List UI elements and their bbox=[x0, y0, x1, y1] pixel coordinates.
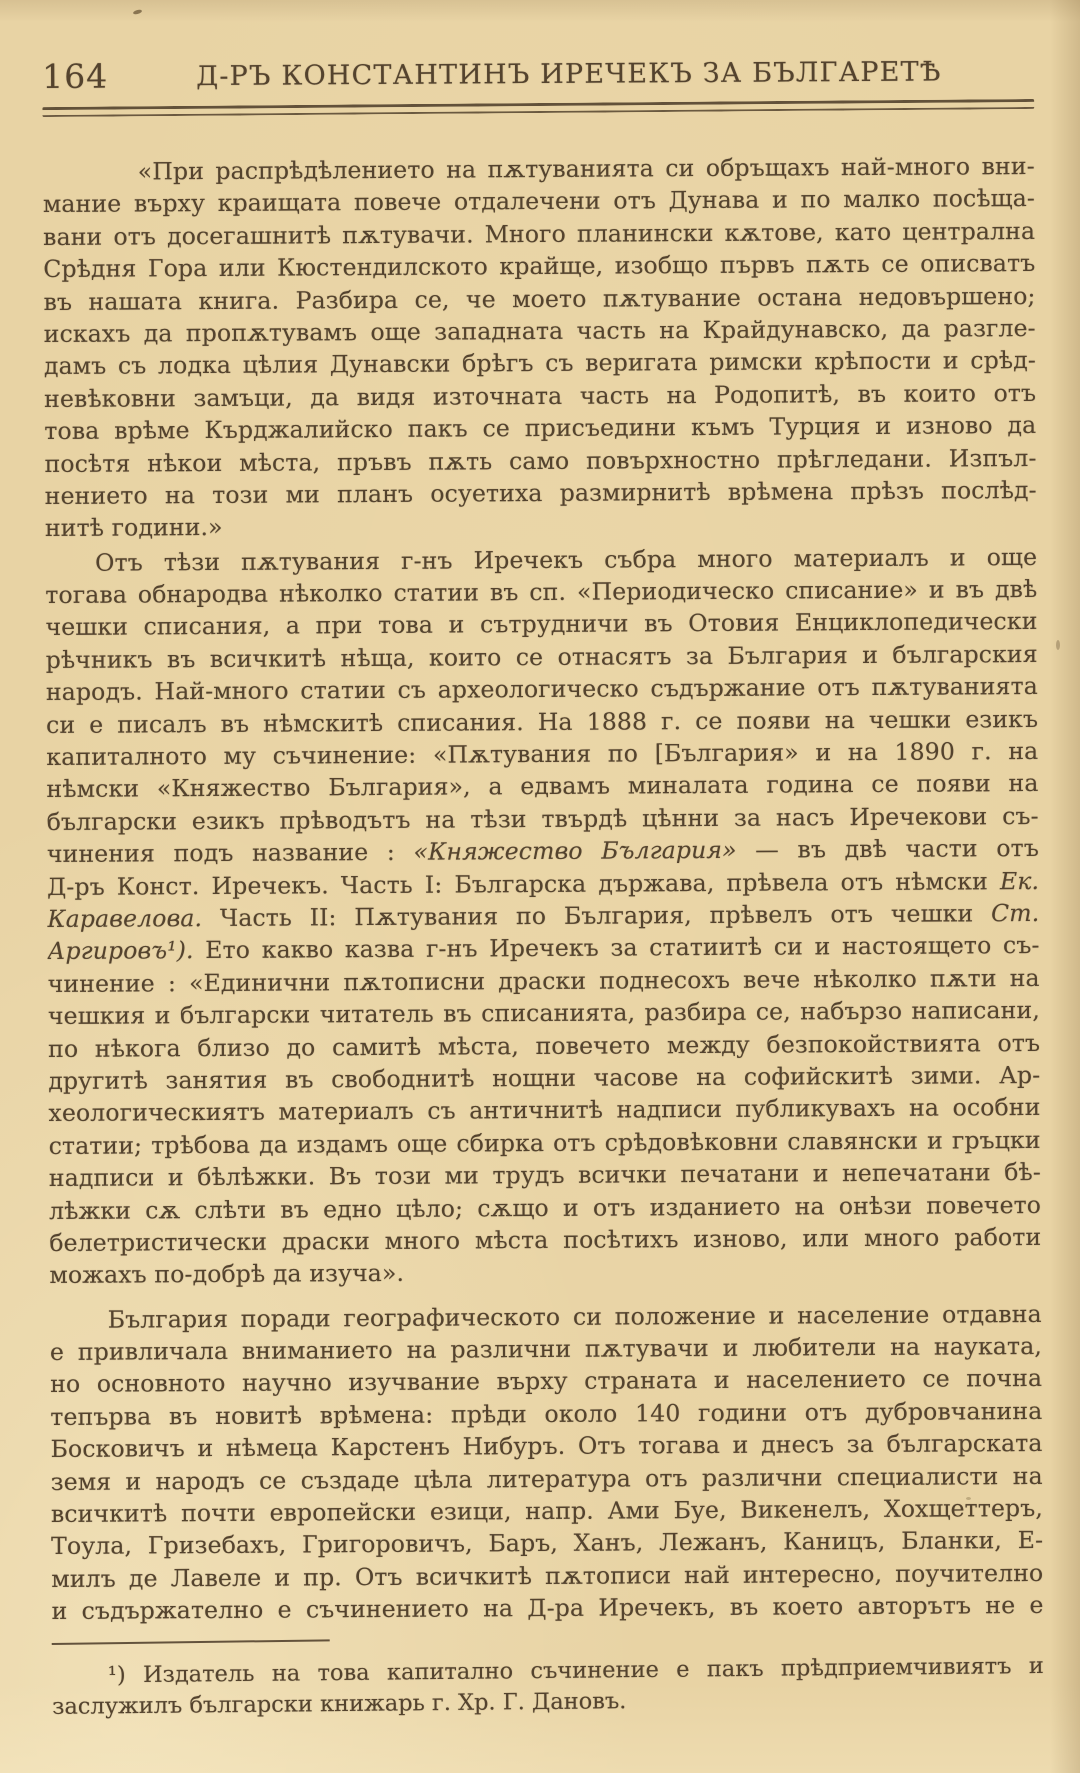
text-line bbox=[49, 1253, 1041, 1291]
text-run: български езикъ прѣводътъ на тѣзи твърдѣ цѣнни за насъ Иречекови съ- bbox=[46, 801, 1039, 836]
text-line bbox=[44, 409, 1036, 447]
footnote bbox=[52, 1651, 1045, 1723]
text-run: искахъ да пропѫтувамъ още западната часть на Крайдунавско, да разгле- bbox=[43, 313, 1036, 348]
footnote-rule bbox=[52, 1639, 330, 1645]
text-run: нѣмски «Княжество България», а едвамъ миналата година се появи на bbox=[46, 769, 1039, 804]
text-run: но основното научно изучвание върху страната и населението се почна bbox=[50, 1364, 1043, 1399]
text-run: хеологическиятъ материалъ съ античнитѣ надписи публикувахъ на особни bbox=[48, 1093, 1041, 1128]
text-run: капиталното му съчинение: «Пѫтувания по [България» и на 1890 г. на bbox=[46, 736, 1039, 772]
text-run: милъ де Лавеле и пр. Отъ всичкитѣ пѫтописи най интересно, поучително bbox=[51, 1558, 1044, 1593]
text-run: Часть II: Пѫтувания по България, прѣвелъ отъ чешки bbox=[202, 899, 992, 933]
text-run: вани отъ досегашнитѣ пѫтувачи. Много планински кѫтове, като централна bbox=[43, 216, 1036, 251]
text-run: невѣковни замъци, да видя източната часть на Родопитѣ, въ които отъ bbox=[44, 378, 1037, 413]
text-run: «При распрѣдѣлението на пѫтуванията си обръщахъ най-много вни- bbox=[137, 151, 1035, 186]
text-run: народъ. Най-много статии съ археологическо съдържание отъ пѫтуванията bbox=[45, 672, 1038, 707]
text-run: можахъ по-добрѣ да изуча». bbox=[49, 1259, 405, 1290]
text-line bbox=[49, 1221, 1041, 1259]
text-run: чинение : «Единични пѫтописни драски поднесохъ вече нѣколко пѫти на bbox=[47, 963, 1040, 998]
header-rule bbox=[42, 99, 1034, 117]
text-run: тогава обнародва нѣколко статии въ сп. «Периодическо списание» и въ двѣ bbox=[45, 575, 1038, 610]
text-run: чешки списания, а при това и сътрудничи въ Отовия Енциклопедически bbox=[45, 607, 1038, 642]
running-title: Д-РЪ КОНСТАНТИНЪ ИРЕЧЕКЪ ЗА БЪЛГАРЕТѢ bbox=[196, 56, 942, 93]
text-run: Д-ръ Конст. Иречекъ. Часть I: Българска държава, прѣвела отъ нѣмски bbox=[47, 866, 1001, 901]
text-run: чинения подъ название : bbox=[46, 837, 414, 869]
text-run: въ нашата книга. Разбира се, че моето пѫтувание остана недовършено; bbox=[43, 281, 1036, 316]
paragraph bbox=[45, 541, 1042, 1292]
text-run: надписи и бѣлѣжки. Въ този ми трудъ всички печатани и непечатани бѣ- bbox=[48, 1158, 1041, 1193]
text-run: тепърва въ новитѣ врѣмена: прѣди около 140 години отъ дубровчанина bbox=[50, 1396, 1043, 1431]
text-run: България поради географическото си положение и население отдавна bbox=[107, 1299, 1042, 1334]
text-run: белетристически драски много мѣста посѣтихъ изново, или много работи bbox=[49, 1222, 1042, 1257]
italic-text-run: «Княжество България» bbox=[413, 836, 737, 866]
text-line bbox=[49, 1156, 1041, 1194]
text-run: нитѣ години.» bbox=[44, 513, 223, 543]
italic-text-run: Каравелова. bbox=[47, 904, 203, 933]
ink-speck bbox=[966, 1497, 971, 1500]
text-run: това врѣме Кърджалийско пакъ се присъедини къмъ Турция и изново да bbox=[44, 411, 1037, 446]
text-run: ¹) Издатель на това капитално съчинение е пакъ прѣдприемчивиятъ и bbox=[107, 1652, 1044, 1688]
text-run: другитѣ занятия въ свободнитѣ нощни часове на софийскитѣ зими. Ар- bbox=[48, 1060, 1041, 1095]
text-run: всичкитѣ почти европейски езици, напр. Ами Буе, Викенелъ, Хохщеттеръ, bbox=[50, 1493, 1044, 1529]
text-line bbox=[45, 474, 1037, 512]
ink-speck bbox=[133, 9, 143, 15]
page-body bbox=[43, 150, 1044, 1628]
italic-text-run: Ек. bbox=[999, 866, 1040, 895]
text-run: земя и народъ се създаде цѣла литература отъ различни специалисти на bbox=[50, 1461, 1043, 1496]
text-line bbox=[43, 247, 1035, 285]
text-run: и съдържателно е съчинението на Д-ра Иречекъ, въ което авторътъ не е bbox=[51, 1591, 1044, 1626]
page-number: 164 bbox=[42, 56, 109, 97]
text-run: рѣчникъ въ всичкитѣ нѣща, които се отнасятъ за България и българския bbox=[45, 639, 1038, 674]
italic-text-run: Ст. bbox=[990, 898, 1040, 928]
page-header bbox=[42, 47, 1034, 97]
ink-speck bbox=[1056, 640, 1060, 650]
text-run: дамъ съ лодка цѣлия Дунавски брѣгъ съ веригата римски крѣпости и срѣд- bbox=[43, 346, 1036, 381]
text-run: е привличала вниманието на различни пѫтувачи и любители на науката, bbox=[49, 1332, 1043, 1367]
text-run: си е писалъ въ нѣмскитѣ списания. На 1888 г. се появи на чешки езикъ bbox=[46, 704, 1039, 739]
italic-text-run: Аргировъ¹). bbox=[47, 936, 194, 966]
paragraph bbox=[43, 150, 1037, 545]
text-run: Отъ тѣзи пѫтувания г-нъ Иречекъ събра много материалъ и още bbox=[95, 542, 1038, 577]
text-line bbox=[51, 1589, 1043, 1627]
paragraph bbox=[50, 1298, 1044, 1628]
text-run: чешкия и български читатель въ списанията, разбира се, набързо написани, bbox=[47, 996, 1040, 1031]
text-run: посѣтя нѣкои мѣста, пръвъ пѫть само повърхностно прѣгледани. Изпъл- bbox=[44, 443, 1037, 478]
text-run: по нѣкога близо до самитѣ мѣста, повечето между безпокойствията отъ bbox=[48, 1028, 1041, 1063]
text-line bbox=[48, 994, 1040, 1032]
text-line bbox=[47, 832, 1039, 870]
text-run: Босковичъ и нѣмеца Карстенъ Нибуръ. Отъ тогава и днесъ за българската bbox=[50, 1429, 1043, 1464]
text-run: Ето какво казва г-нъ Иречекъ за статиитѣ си и настоящето съ- bbox=[193, 931, 1040, 965]
text-run: Срѣдня Гора или Кюстендилското крайще, изобщо първъ пѫть се описватъ bbox=[43, 249, 1036, 284]
text-run: — въ двѣ части отъ bbox=[736, 834, 1039, 865]
text-line bbox=[45, 506, 1037, 544]
text-run: нението на този ми планъ осуетиха размирнитѣ врѣмена прѣзъ послѣд- bbox=[44, 475, 1037, 510]
text-run: Тоула, Гризебахъ, Григоровичъ, Баръ, Ханъ, Лежанъ, Каницъ, Бланки, Е- bbox=[51, 1526, 1044, 1561]
text-run: статии; трѣбова да издамъ още сбирка отъ срѣдовѣковни славянски и гръцки bbox=[48, 1125, 1041, 1160]
page-content bbox=[42, 47, 1044, 1721]
text-run: лѣжки сѫ слѣти въ едно цѣло; сѫщо и отъ изданието на онѣзи повечето bbox=[48, 1190, 1042, 1225]
text-run: мание върху краищата повече отдалечени отъ Дунава и по малко посѣща- bbox=[42, 184, 1036, 219]
footnote-text bbox=[52, 1651, 1045, 1723]
text-run: заслужилъ български книжарь г. Хр. Г. Дановъ. bbox=[52, 1687, 627, 1720]
